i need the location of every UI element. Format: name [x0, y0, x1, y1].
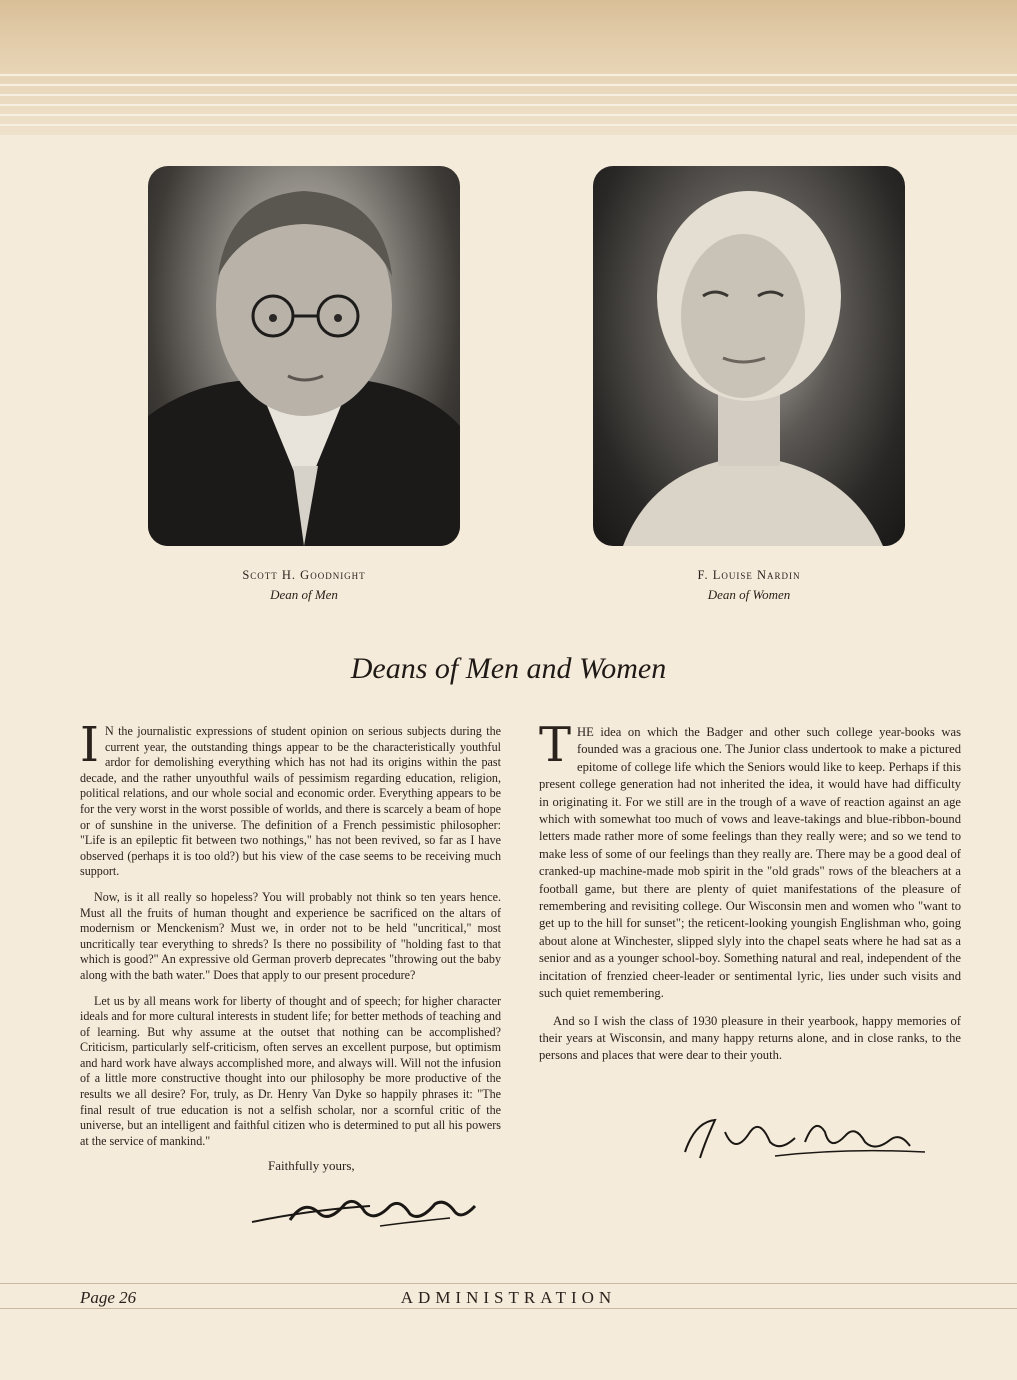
letter-paragraph: Let us by all means work for liberty of thought and of speech; for higher character ideals and for more cultural interests in student life; for better methods of teaching and of learning. But why assume at the outset that nothing can be accomplished? Criticism, particularly self-criticism, often serves an excellent purpose, but optimism and hard work have always accomplished more, and always will. Will not the infusion of a little more constructive thought into our philosophy be more productive of the results we all desire? For, truly, as Dr. Henry Van Dyke so happily phrases it: "The final result of true education is not a selfish scholar, nor a scornful critic of the universe, but an intelligent and faithful citizen who is determined to put all his powers at the service of mankind.": [80, 993, 501, 1148]
header-stripe: [0, 74, 1017, 76]
signature-nardin: [675, 1112, 935, 1168]
letter-column-left: [80, 717, 501, 1159]
portrait-role: Dean of Women: [707, 587, 791, 602]
header-stripe: [0, 84, 1017, 86]
letter-column-right: [539, 717, 961, 1075]
section-name: ADMINISTRATION: [400, 1288, 617, 1307]
caption-goodnight: [148, 566, 460, 604]
man-portrait-illustration: [148, 166, 460, 546]
portrait-name: Scott H. Goodnight: [242, 568, 366, 582]
header-stripe: [0, 94, 1017, 96]
footer-rule: [0, 1308, 1017, 1309]
letter-paragraph: I N the journalistic expressions of student opinion on serious subjects during the current year, the outstanding things appear to be the characteristically youthful ardor for demolishing everything which has not had its origins within the past decade, and the rather unyouthful wails of pessimism regarding education, religion, political relations, and our whole social and economic order. Everything appears to be for the very worst in the worst possible of worlds, and there is scarcely a beam of hope or of sunshine in the universe. The definition of a French pessimistic philosopher: "Life is an epileptic fit between two nothings," has not been revived, so far as I have observed (perhaps it is too old?) but his view of the case seems to be receiving much support.: [80, 717, 501, 879]
portrait-role: Dean of Men: [270, 587, 338, 602]
drop-cap: I: [80, 717, 99, 773]
page-title: Deans of Men and Women: [350, 652, 667, 686]
header-stripe: [0, 104, 1017, 106]
letter-closing: Faithfully yours,: [268, 1158, 355, 1173]
header-stripe: [0, 114, 1017, 116]
signature-goodnight: [250, 1192, 490, 1232]
letter-paragraph: Now, is it all really so hopeless? You will probably not think so ten years hence. Must all the fruits of human thought and experience be sacrificed on the altars of modernism or Menckenism? Must we, in order not to be held "uncritical," most uncritically tear everything to shreds? Is there no possibility of "holding fast to that which is good?" An expressive old German proverb deprecates "throwing out the baby along with the bath water." Does that apply to our present procedure?: [80, 889, 501, 982]
portrait-photo-goodnight: [148, 166, 460, 546]
drop-cap: T: [539, 717, 572, 773]
caption-nardin: [593, 566, 905, 604]
woman-portrait-illustration: [593, 166, 905, 546]
page-number: Page 26: [80, 1288, 137, 1307]
portrait-name: F. Louise Nardin: [697, 568, 801, 582]
footer-rule: [0, 1283, 1017, 1284]
header-stripe: [0, 124, 1017, 126]
letter-paragraph: And so I wish the class of 1930 pleasure in their yearbook, happy memories of their years at Wisconsin, and many happy returns alone, and in close ranks, to the persons and places that were dear to their youth.: [539, 1013, 961, 1063]
portrait-photo-nardin: [593, 166, 905, 546]
letter-paragraph: THE idea on which the Badger and other such college year-books was founded was a gracious one. The Junior class undertook to make a pictured epitome of college life which the Seniors would like to keep. Perhaps if this present college generation had not inherited the idea, it would have had difficulty in originating it. For we still are in the trough of a wave of reaction against an age which with somewhat too much of vows and leave-takings and blue-ribbon-bound letters made rather more of some feelings than they really were; and so we tend to make less of some of our feelings than they really are. There may be a good deal of cranked-up machine-made mob spirit in the "old grads" rows of the bleachers at a football game, but there are plenty of quiet manifestations of the pleasure of remembering and revisiting college. Our Wisconsin men and women who "want to get up to the hill for sunset"; the reticent-looking youngish Englishman who, going about alone at Winchester, slipped slyly into the chapel seats where he had sat as a senior and as a younger school-boy. Something natural and real, independent of the incitation of frenzied cheer-leader or sentimental lyric, lies under such visits and such quiet remembering.: [539, 717, 961, 1001]
